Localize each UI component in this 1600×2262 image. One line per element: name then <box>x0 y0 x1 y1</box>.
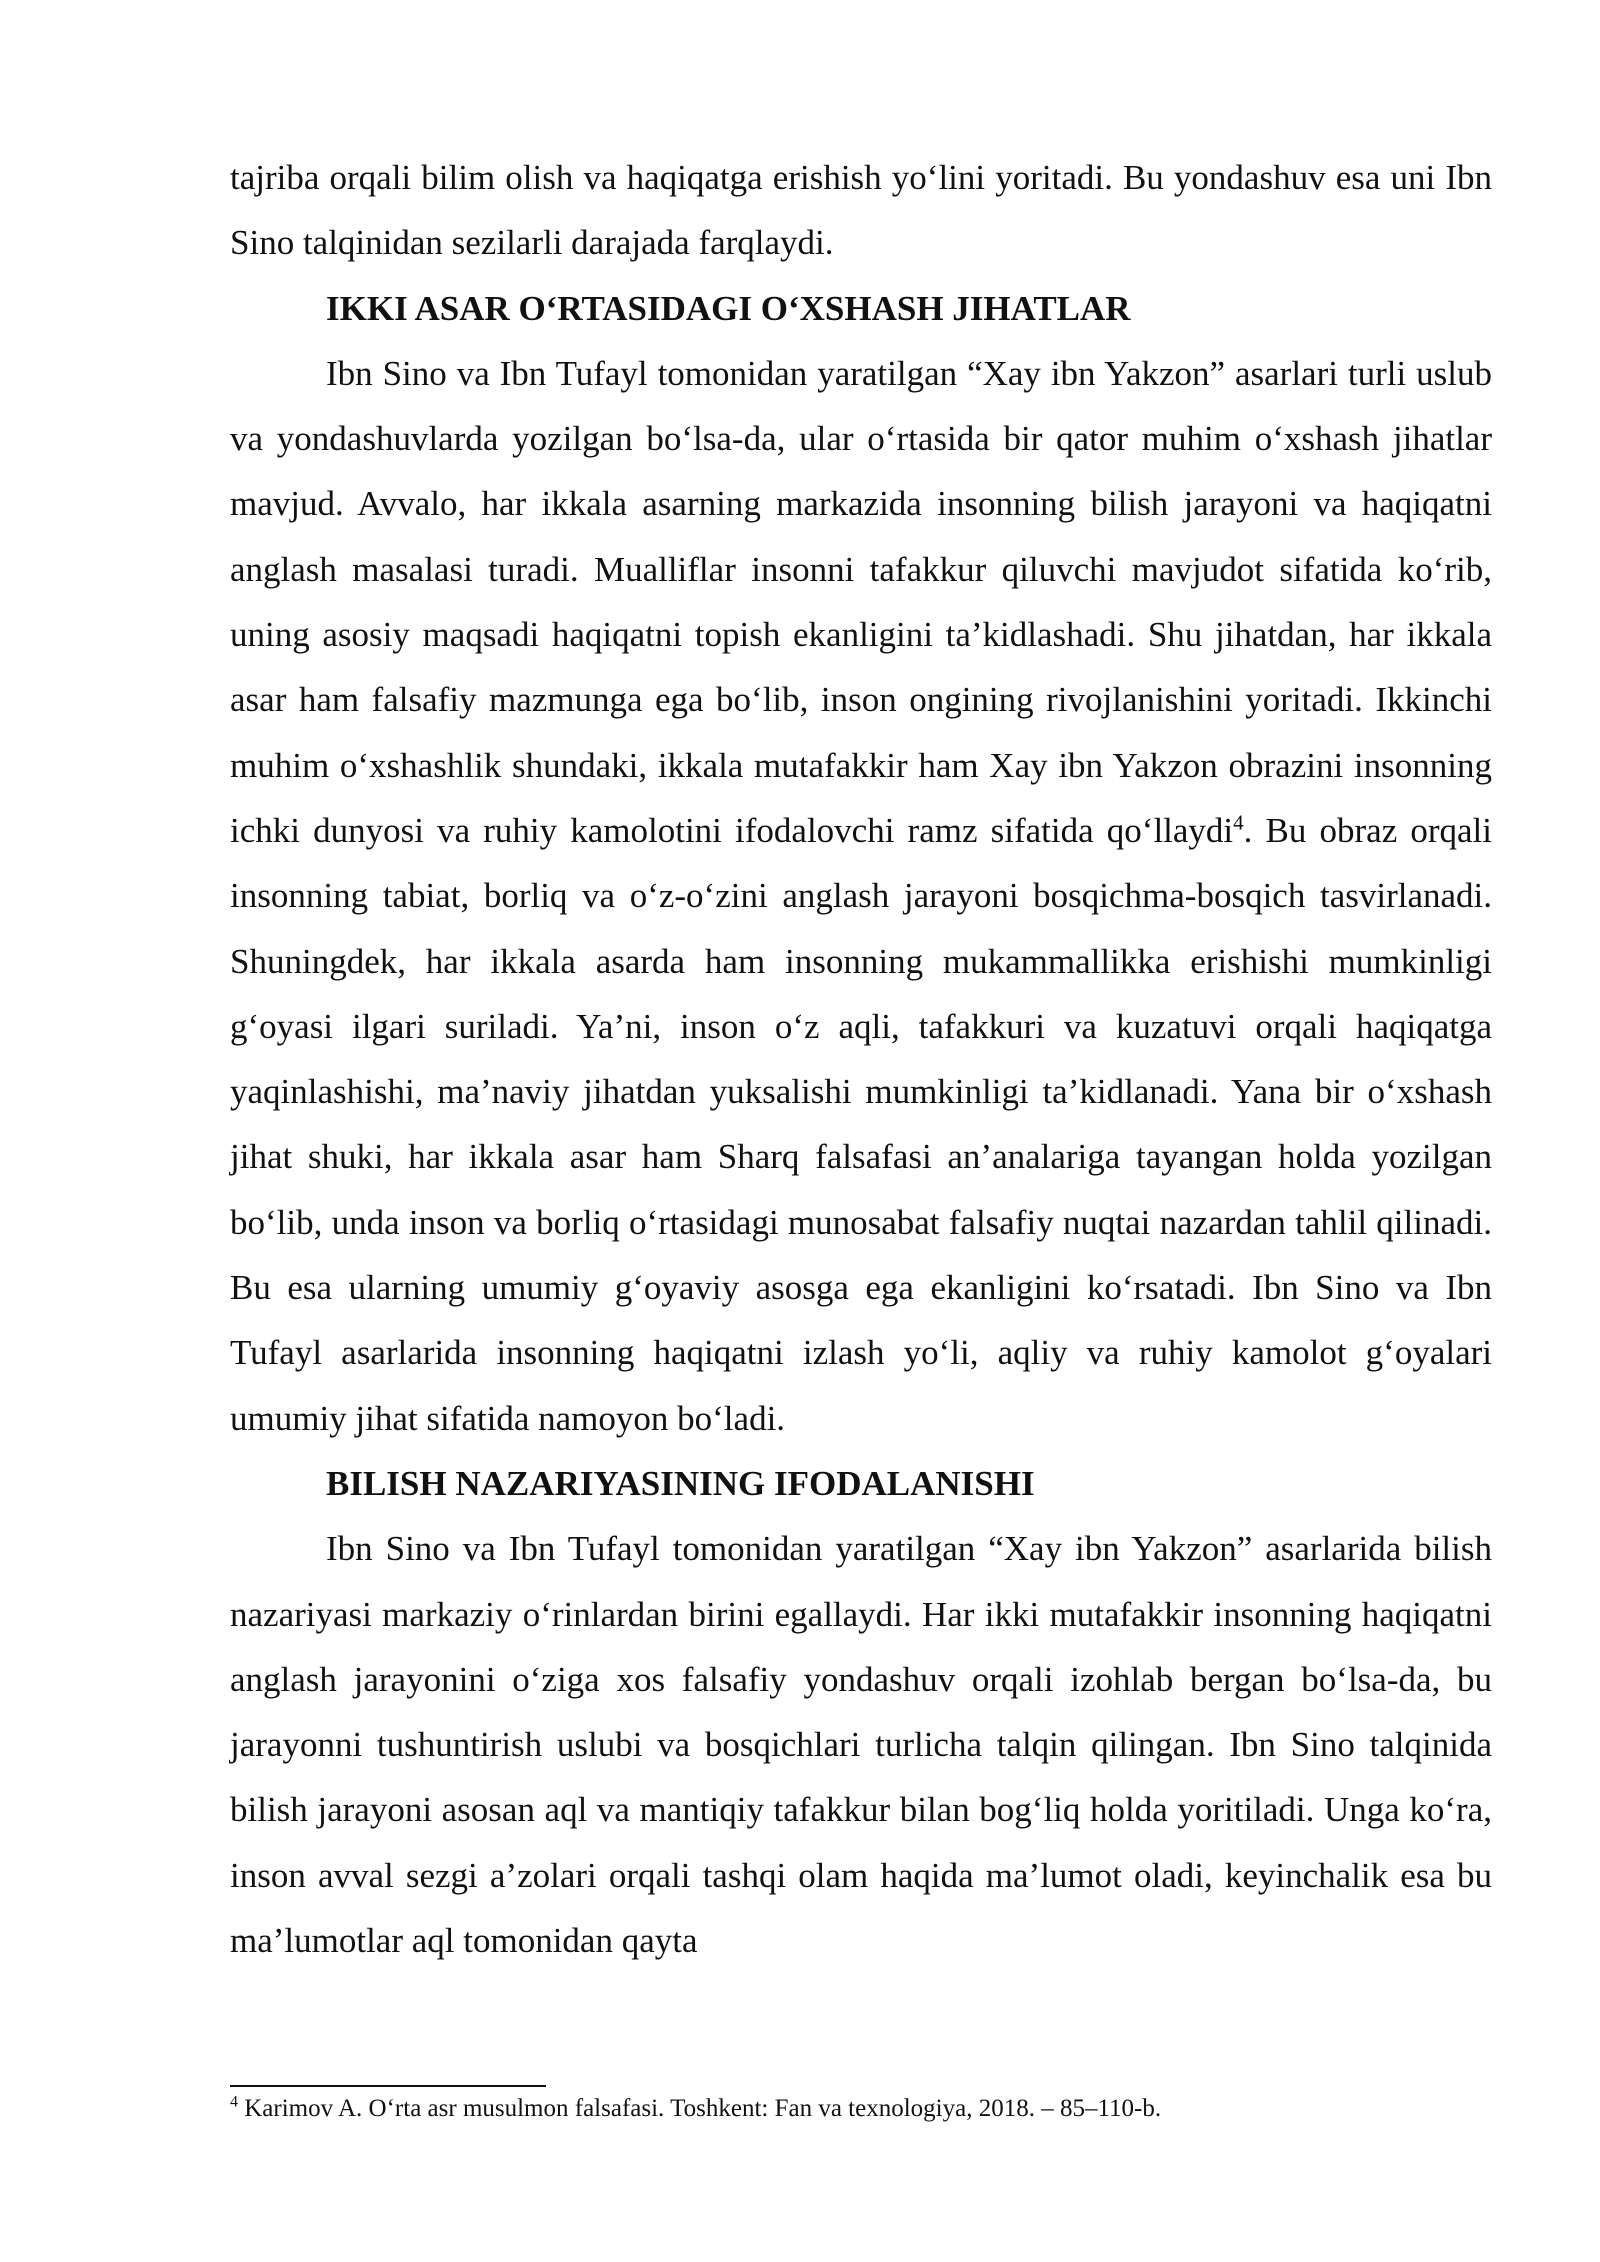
section-heading-cognition: BILISH NAZARIYASINING IFODALANISHI <box>326 1463 1035 1503</box>
paragraph-text: . Bu obraz orqali insonning tabiat, borliq va o‘z-o‘zini anglash jarayoni bosqichma-bosqich tasvirlanadi. Shuningdek, har ikkala asarda ham insonning mukammallikka erishishi mumkinligi g‘oyasi ilgari suriladi. Ya’ni, inson o‘z aqli, tafakkuri va kuzatuvi orqali haqiqatga yaqinlashishi, ma’naviy jihatdan yuksalishi mumkinligi ta’kidlanadi. Yana bir o‘xshash jihat shuki, har ikkala asar ham Sharq falsafasi an’analariga tayangan holda yozilgan bo‘lib, unda inson va borliq o‘rtasidagi munosabat falsafiy nuqtai nazardan tahlil qilinadi. Bu esa ularning umumiy g‘oyaviy asosga ega ekanligini ko‘rsatadi. Ibn Sino va Ibn Tufayl asarlarida insonning haqiqatni izlash yo‘li, aqliy va ruhiy kamolot g‘oyalari umumiy jihat sifatida namoyon bo‘ladi. <box>230 810 1492 1438</box>
paragraph-continuation: tajriba orqali bilim olish va haqiqatga erishish yo‘lini yoritadi. Bu yondashuv esa uni Ibn Sino talqinidan sezilarli darajada farqlaydi. <box>230 158 1492 263</box>
footnote <box>230 2092 1492 2126</box>
paragraph-text: Ibn Sino va Ibn Tufayl tomonidan yaratilgan “Xay ibn Yakzon” asarlari turli uslub va yondashuvlarda yozilgan bo‘lsa-da, ular o‘rtasida bir qator muhim o‘xshash jihatlar mavjud. Avvalo, har ikkala asarning markazida insonning bilish jarayoni va haqiqatni anglash masalasi turadi. Mualliflar insonni tafakkur qiluvchi mavjudot sifatida ko‘rib, uning asosiy maqsadi haqiqatni topish ekanligini ta’kidlashadi. Shu jihatdan, har ikkala asar ham falsafiy mazmunga ega bo‘lib, inson ongining rivojlanishini yoritadi. Ikkinchi muhim o‘xshashlik shundaki, ikkala mutafakkir ham Xay ibn Yakzon obrazini insonning ichki dunyosi va ruhiy kamolotini ifodalovchi ramz sifatida qo‘llaydi <box>230 353 1492 850</box>
main-text <box>230 145 1492 1973</box>
paragraph-cognition: Ibn Sino va Ibn Tufayl tomonidan yaratilgan “Xay ibn Yakzon” asarlarida bilish nazariyasi markaziy o‘rinlardan birini egallaydi. Har ikki mutafakkir insonning haqiqatni anglash jarayonini o‘ziga xos falsafiy yondashuv orqali izohlab bergan bo‘lsa-da, bu jarayonni tushuntirish uslubi va bosqichlari turlicha talqin qilingan. Ibn Sino talqinida bilish jarayoni asosan aql va mantiqiy tafakkur bilan bog‘liq holda yoritiladi. Unga ko‘ra, inson avval sezgi a’zolari orqali tashqi olam haqida ma’lumot oladi, keyinchalik esa bu ma’lumotlar aql tomonidan qayta <box>230 1529 1492 1961</box>
footnote-divider <box>230 2085 546 2087</box>
section-heading-similarities: IKKI ASAR O‘RTASIDAGI O‘XSHASH JIHATLAR <box>326 288 1131 328</box>
paragraph-similarities <box>230 341 1492 1451</box>
footnote-text: Karimov A. O‘rta asr musulmon falsafasi. Toshkent: Fan va texnologiya, 2018. – 85–110-b. <box>238 2095 1162 2122</box>
footnote-reference[interactable]: 4 <box>1233 810 1244 835</box>
footnote-mark: 4 <box>230 2093 238 2111</box>
